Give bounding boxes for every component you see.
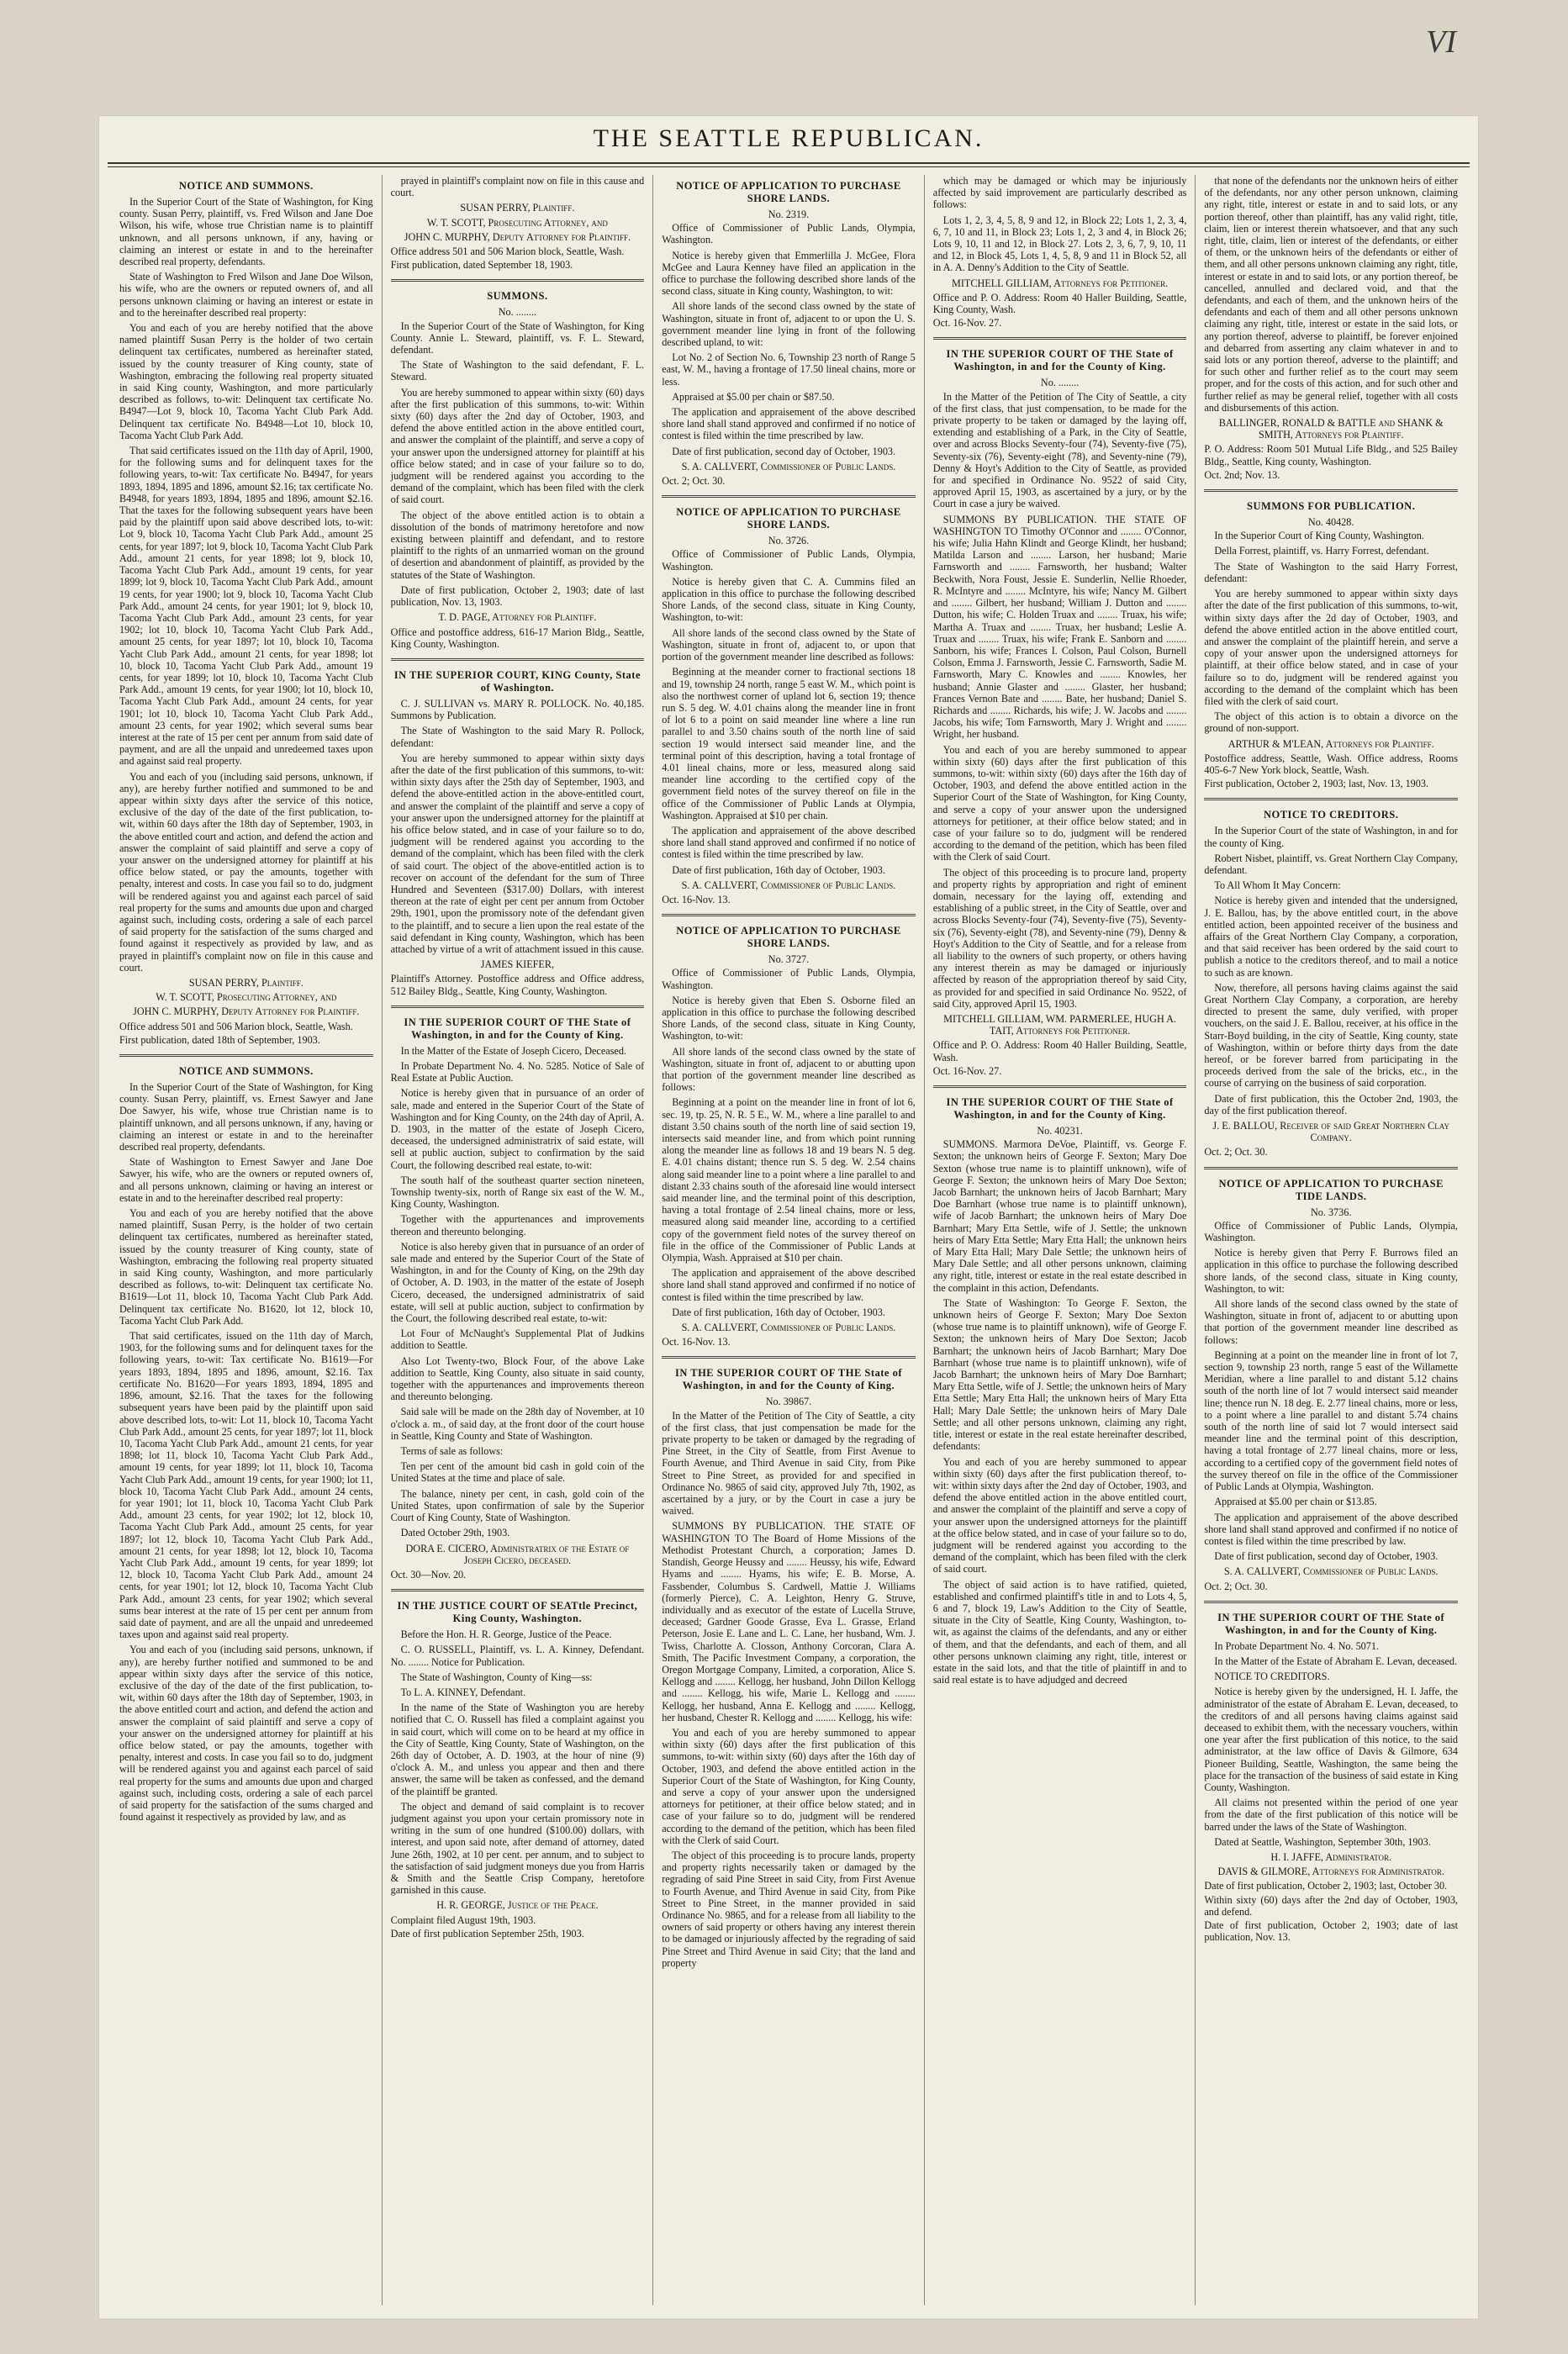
notice-signature: H. R. GEORGE, Justice of the Peace. [436, 1899, 599, 1912]
legal-notice [391, 1016, 645, 1581]
notice-paragraph: The State of Washington: To George F. Sexton, the unknown heirs of George F. Sexton; Mary Doe Sexton (whose true name is to plaintiff unknown), wife of George F. Sexton; the unknown heirs of Mary Doe Sexton; Jacob Barnhart; the unknown heirs of Jacob Barnhart; Mary Doe Barnhart (whose true name is to plaintiff unknown), wife of Jacob Barnhart; the unknown heirs of Mary Doe Barnhart; Mary Etta Settle, wife of J. Settle; the unknown heirs of Mary Etta Settle; Mary Etta Hall; the unknown heirs of Mary Etta Hall; Mary Dale Settle; the unknown heirs of Mary Dale Settle; and all other persons unknown, claiming any right, title, interest or estate in the real estate hereinafter described, defendants: [932, 1296, 1187, 1453]
notice-paragraph: Robert Nisbet, plaintiff, vs. Great Northern Clay Company, defendant. [1204, 852, 1458, 876]
notice-paragraph: Beginning at a point on the meander line in front of lot 6, sec. 19, tp. 25, N. R. 5 E., W. M., where a line parallel to and distant 3.50 chains south of the north line of said section 19, intersects said meander line, and from which point running along the meander line as follows 18 and 19 bears N. 5 deg. E. 4.01 chains distant; thence run S. 5 deg. W. 2.54 chains along said meander line to a point where a line parallel to and distant 2.33 chains south of the aforesaid line would intersect said meander line, and the terminal point of this description, having a total frontage of 2.54 lineal chains, more or less, measured along said meander line, according to a certified copy of the government field notes of the survey thereof on file in the office of the Commissioner of Public Lands at Olympia, Wash. Appraised at $10 per chain. [662, 1096, 916, 1264]
legal-notice [1204, 1178, 1458, 1592]
notice-signature: J. E. BALLOU, Receiver of said Great Northern Clay Company. [1212, 1120, 1449, 1144]
masthead-rule [108, 162, 1470, 164]
notice-signature: S. A. CALLVERT, Commissioner of Public Lands. [681, 460, 896, 472]
notice-paragraph: The State of Washington, County of King—ss: [400, 1670, 593, 1683]
notice-footer-line: Oct. 2nd; Nov. 13. [1204, 468, 1280, 481]
notice-number: No. 3726. [768, 535, 810, 547]
notice-paragraph: SUMMONS BY PUBLICATION. THE STATE OF WASHINGTON TO Timothy O'Connor and ........ O'Connor, his wife; Julia Hahn Klindt and George Klindt, her husband; Matilda Larson and ........ Larson, her husband; Marie Farnsworth and ........ Farnsworth, her husband; Walter Beckwith, Nora Foust, Jessie E. Sunderlin, Nellie Rhoeder, R. McIntyre and ........ McIntyre, his wife; Nancy M. Gilbert and ........ Gilbert, her husband; William J. Dutton and ........ Dutton, his wife; C. Holden Truax and ........ Truax, his wife; Martha A. Truax and ........ Truax, her husband; Leslie A. Truax and ........ Truax, his wife; Frank E. Sanborn and ........ Sanborn, his wife; Frances I. Colson, Paul Colson, Burnell Colson, Emma J. Farnsworth, Jessie C. Farnsworth, Sadie M. Farnsworth, Mary C. Knowles and ........ Knowles, her husband; Annie Glaster and ........ Glaster, her husband; Frances Vernon Bate and ........ Bate, her husband; Daniel S. Richards and ........ Richards, his wife; J. W. Jacobs and ........ Jacobs, his wife; Tom Farnsworth, Mary J. Wright and ........ Wright, her husband. [932, 513, 1187, 741]
notice-signature: S. A. CALLVERT, Commissioner of Public Lands. [681, 879, 896, 891]
notice-paragraph: Date of first publication, this the October 2nd, 1903, the day of the first publication thereof. [1204, 1092, 1458, 1116]
notice-heading: NOTICE OF APPLICATION TO PURCHASE SHORE LANDS. [676, 180, 901, 204]
notice-footer-line: Oct. 2; Oct. 30. [1204, 1146, 1268, 1159]
notice-paragraph: that none of the defendants nor the unknown heirs of either of the defendants, nor any other person unknown, claiming any right, title, interest or estate in and to said lots, or any portion thereof, other than plaintiff, has any valid right, title, claim, lien or interest therein whatsoever, and that any such right, title, claim, lien or interest of the defendants, or either of them, or the unknown heirs of the defendants or either of them, and all other persons unknown claiming any right, title, interest or estate in and to said lots, or any portion thereof, be cancelled, annulled and declared void, and that the defendants, and each of them, and the unknown heirs of the defendants and each of them and all other persons unknown claiming any right, title, interest or estate in the said lots, or any portion thereof, adverse to plaintiff, be forever enjoined and debarred from asserting any claim whatever in and to said lots or any portion thereof, adverse to the plaintiff; and for such other and further relief as to the court may seem proper, and for the costs of this action, and for such other and further relief as may be general relief, together with all costs and disbursements of this action. [1204, 175, 1458, 414]
notice-paragraph: Lot No. 2 of Section No. 6, Township 23 north of Range 5 east, W. M., having a frontage of 17.50 lineal chains, more or less. [662, 351, 916, 388]
legal-notice [391, 290, 645, 649]
column-4 [925, 175, 1196, 2305]
notice-signature: MITCHELL GILLIAM, WM. PARMERLEE, HUGH A. TAIT, Attorneys for Petitioner. [943, 1013, 1176, 1037]
notice-paragraph: Date of first publication, 16th day of October, 1903. [672, 1306, 885, 1318]
columns-container [111, 175, 1466, 2305]
notice-footer-line: Date of first publication, October 2, 1903; date of last publication, Nov. 13. [1204, 1919, 1458, 1944]
notice-signature: W. T. SCOTT, Prosecuting Attorney, and [156, 991, 337, 1004]
notice-footer-line: Office and P. O. Address: Room 40 Haller Building, Seattle, Wash. [932, 1039, 1187, 1064]
notice-paragraph: That said certificates issued on the 11th day of April, 1900, for the following sums and for delinquent taxes for the following years, to-wit: Tax certificate No. B4947, for years 1893, 1894, 1895 and 1896, amount $2.16; tax certificate No. B4948, for years 1893, 1894, 1895 and 1896, amount $2.16. That the taxes for the following subsequent years have been paid by the plaintiff upon said above described lots, to-wit: Lot 9, block 10, Tacoma Yacht Club Park Add., amount 25 cents, for year 1897; lot 9, block 10, Tacoma Yacht Club Park Add., amount 21 cents, for year 1898; lot 9, block 10, Tacoma Yacht Club Park Add., amount 19 cents, for year 1899; lot 9, block 10, Tacoma Yacht Club Park Add., amount 19 cents, for year 1900; lot 9, block 10, Tacoma Yacht Club Park Add., amount 24 cents, for year 1901; lot 9, block 10, Tacoma Yacht Club Park Add., amount 23 cents, for year 1902; lot 10, block 10, Tacoma Yacht Club Park Add., amount 25 cents, for year 1897; lot 10, block 10, Tacoma Yacht Club Park Add., amount 21 cents, for year 1898; lot 10, block 10, Tacoma Yacht Club Park Add., amount 19 cents, for year 1899; lot 10, block 10, Tacoma Yacht Club Park Add., amount 19 cents, for year 1900; lot 10, block 10, Tacoma Yacht Club Park Add., amount 24 cents, for year 1901; lot 10, block 10, Tacoma Yacht Club Park Add., amount 23 cents, for year 1902; which several sums bear interest at the rate of 15 per cent per annum from said date of payment, and are all the unpaid and unredeemed taxes upon and against said real property. [119, 445, 373, 768]
notice-paragraph: Appraised at $5.00 per chain or $87.50. [672, 390, 835, 403]
notice-separator [933, 1085, 1187, 1088]
notice-footer-line: Plaintiff's Attorney. Postoffice address and Office address, 512 Bailey Bldg., Seattle, King County, Washington. [390, 973, 645, 997]
notice-heading: NOTICE AND SUMMONS. [178, 1065, 314, 1078]
notice-signature: S. A. CALLVERT, Commissioner of Public Lands. [681, 1322, 896, 1334]
notice-signature: S. A. CALLVERT, Commissioner of Public Lands. [1223, 1565, 1439, 1578]
notice-paragraph: C. O. RUSSELL, Plaintiff, vs. L. A. Kinney, Defendant. No. ........ Notice for Publication. [390, 1644, 645, 1668]
notice-paragraph: prayed in plaintiff's complaint now on file in this cause and court. [390, 175, 645, 199]
notice-heading: NOTICE OF APPLICATION TO PURCHASE SHORE LANDS. [676, 925, 901, 950]
notice-paragraph: C. J. SULLIVAN vs. MARY R. POLLOCK. No. 40,185. Summons by Publication. [390, 697, 645, 722]
notice-paragraph: The application and appraisement of the above described shore land shall stand approved and confirmed if no notice of contest is filed within the time prescribed by law. [662, 1267, 916, 1303]
notice-footer-line: Office and postoffice address, 616-17 Marion Bldg., Seattle, King County, Washington. [390, 625, 645, 650]
notice-signature: BALLINGER, RONALD & BATTLE and SHANK & SMITH, Attorneys for Plaintiff. [1218, 417, 1444, 441]
notice-paragraph: The object of the above entitled action is to obtain a dissolution of the bonds of matrimony heretofore and now existing between plaintiff and defendant, and to restore plaintiff to the rights of an unmarried woman on the ground of desertion and abandonment of plaintiff, as provided by the statutes of the State of Washington. [390, 509, 645, 581]
column-2 [383, 175, 654, 2305]
notice-paragraph: All shore lands of the second class owned by the State of Washington, situate in front of, adjacent to, or upon that portion of the government meander line described as follows: [662, 626, 916, 663]
notice-paragraph: Notice is hereby given that Eben S. Osborne filed an application in this office to purchase the following described Shore Lands, of the second class, situate in King County, Washington, to-wit: [662, 994, 916, 1042]
legal-notice [1204, 500, 1458, 789]
notice-footer-line: First publication, dated September 18, 1903. [390, 259, 573, 272]
notice-number: No. ........ [1040, 377, 1080, 389]
notice-paragraph: Before the Hon. H. R. George, Justice of the Peace. [400, 1628, 612, 1641]
notice-paragraph: SUMMONS BY PUBLICATION. THE STATE OF WASHINGTON TO The Board of Home Missions of the Methodist Protestant Church, a corporation; James D. Standish, George Heussy and ........ Heussy, his wife, Edward Hyams and ........ Hyams, his wife; E. B. Morse, A. Fassbender, Columbus S. Cardwell, Mattie J. Williams (formerly Pierce), C. A. Leighton, Henry G. Struve, individually and as executor of the estate of Lucella Struve, deceased; Gardner Goode Grasse, Eva L. Grasse, Erland Peterson, Josie E. Lane and L. C. Lane, her husband, Wm. J. Twiss, Charlotte A. Closson, Anthony Corcoran, Clara A. Smith, The Pacific Investment Company, a corporation, the Oregon Mortgage Company, Limited, a corporation, Alice S. Kellogg and ........ Kellogg, her husband, John Dillon Kellogg and ........ Kellogg, his wife, Marie L. Kellogg and ........ Kellogg, her husband, Anna E. Kellogg and ........ Kellogg, her husband, Chester R. Kellogg and ........ Kellogg, his wife: [662, 1520, 916, 1723]
notice-footer-line: Oct. 30—Nov. 20. [390, 1568, 467, 1581]
notice-separator [119, 1054, 373, 1057]
notice-paragraph: To L. A. KINNEY, Defendant. [400, 1686, 526, 1698]
notice-footer-line: Oct. 16-Nov. 27. [932, 1064, 1002, 1077]
notice-paragraph: Notice is hereby given and intended that the undersigned, J. E. Ballou, has, by the above entitled court, in the above entitled action, been appointed receiver of the business and affairs of the Great Northern Clay Company, a corporation, and that said receiver has been ordered by the said court to publish a notice to the creditors thereof, and to mail a notice to such as are known. [1204, 895, 1458, 979]
notice-footer-line: Office address 501 and 506 Marion block, Seattle, Wash. [119, 1020, 353, 1032]
notice-signature: H. I. JAFFE, Administrator. [1270, 1850, 1392, 1863]
notice-paragraph: To All Whom It May Concern: [1214, 879, 1341, 892]
notice-heading: IN THE JUSTICE COURT OF SEATtle Precinct, King County, Washington. [397, 1600, 638, 1625]
legal-notice [1204, 1612, 1458, 1944]
notice-paragraph: The object of this action is to obtain a divorce on the ground of non-support. [1204, 710, 1458, 735]
notice-signature: ARTHUR & M'LEAN, Attorneys for Plaintiff. [1227, 737, 1434, 750]
notice-paragraph: Date of first publication, October 2, 1903; date of last publication, Nov. 13, 1903. [390, 583, 645, 609]
notice-paragraph: Date of first publication, second day of October, 1903. [1214, 1550, 1439, 1563]
notice-paragraph: Now, therefore, all persons having claims against the said Great Northern Clay Company, a corporation, are hereby directed to present the same, duly verified, with proper vouchers, on the said J. E. Ballou, receiver, at his office in the Starr-Boyd building, in the city of Seattle, King county, state of Washington, within or before thirty days from the date hereof, or be forever barred from participating in the proceeds derived from the sale of the bricks, etc., in the course of carrying on the business of said corporation. [1204, 981, 1458, 1090]
legal-notice [662, 1367, 916, 1969]
notice-paragraph: The object of this proceeding is to procure land, property and property rights by appropriation and right of eminent domain, necessary for the laying off, extending and establishing of a public street, in the City of Seattle, over and across Blocks Seventy-four (74), Seventy-five (75), Seventy-six (76), Seventy-eight (78), and Seventy-nine (79), Denny & Hoyt's Addition to the City of Seattle, and for a release from all liability to the owners of such property, or others having any interest therein as may be damaged or injuriously affected by reason of the appropriation thereof by said City, as provided for and specified in said Ordinance No. 9522, of said City, approved April 15, 1903. [932, 866, 1187, 1010]
notice-number: No. 39867. [765, 1396, 812, 1408]
notice-paragraph: You are hereby summoned to appear within sixty (60) days after the first publication of this summons, to-wit: Within sixty (60) days after the 2nd day of October, 1903, and defend the above entitled action in the above entitled court, and answer the complaint of the plaintiff, and serve a copy of your answer upon the undersigned attorney for plaintiff at his office below stated; and in case of your failure so to do, judgment will be rendered against you according to the demand of the complaint, which has been filed with the clerk of said court. [390, 386, 645, 506]
notice-paragraph: SUMMONS. Marmora DeVoe, Plaintiff, vs. George F. Sexton; the unknown heirs of George F. Sexton; Mary Doe Sexton (whose true name is to plaintiff unknown), wife of George F. Sexton; the unknown heirs of Mary Doe Sexton; Jacob Barnhart; the unknown heirs of Jacob Barnhart; Mary Doe Barnhart (whose true name is to plaintiff unknown), wife of Jacob Barnhart; the unknown heirs of Mary Doe Barnhart; Mary Etta Settle, wife of J. Settle; the unknown heirs of Mary Etta Settle; Mary Etta Hall; the unknown heirs of Mary Etta Hall; Mary Dale Settle; the unknown heirs of Mary Dale Settle; and all other persons unknown, claiming any right, title, interest or estate in the real estate described in the complaint in this action, Defendants. [932, 1138, 1187, 1294]
notice-number: No. 3727. [768, 953, 810, 966]
notice-paragraph: Notice is hereby given that C. A. Cummins filed an application in this office to purchase the following described Shore Lands, of the second class, situate in King County, Washington, to-wit: [662, 575, 916, 624]
notice-paragraph: All claims not presented within the period of one year from the date of the first publication of this notice will be barred under the laws of the State of Washington. [1204, 1797, 1458, 1833]
legal-notice [933, 175, 1187, 329]
notice-paragraph: Notice is hereby given that in pursuance of an order of sale, made and entered in the Superior Court of the State of Washington and for King County, on the 24th day of April, A. D. 1903, in the matter of the estate of Joseph Cicero, deceased, the undersigned administratrix of said estate, will sell at public auction, subject to confirmation by the said Court, the following described real estate, to-wit: [390, 1087, 645, 1171]
notice-paragraph: You and each of you are hereby summoned to appear within sixty (60) days after the first publication thereof, to-wit: within sixty days after the 2nd day of October, 1903, and defend the above entitled action in the above entitled court, and answer the complaint of the plaintiff and serve a copy of your answer upon the undersigned attorneys for the plaintiff at the office below stated, and in case of your failure so to do, judgment will be rendered against you according to the demand of the complaint, which has been filed with the clerk of said court. [932, 1455, 1187, 1575]
notice-footer-line: Within sixty (60) days after the 2nd day of October, 1903, and defend. [1204, 1893, 1458, 1918]
notice-paragraph: Beginning at the meander corner to fractional sections 18 and 19, township 24 north, range 5 east W. M., which point is also the northwest corner of upland lot 6, section 19; thence run S. 5 deg. W. 4.01 chains along the meander line in front of lot 6 to a point on said meander line where a line run parallel to and 3.50 chains south of the north line of said section 19 would intersect said meander line, and the terminal point of this description, having a total frontage of 4.01 lineal chains, more or less, measured along said meander line according to the certified copy of the government field notes of the survey thereof on file in the office of the Commissioner of Public Lands at Olympia, Washington. Appraised at $10 per chain. [662, 666, 916, 821]
legal-notice [119, 180, 373, 1046]
notice-paragraph: In the Matter of the Petition of The City of Seattle, a city of the first class, that just compensation be made for the private property to be taken or damaged by the regrading of Pine Street, in the City of Seattle, from First Avenue to Fourth Avenue, and Third Avenue in said City, from Pike Street to Pine Street, as provided for and specified in Ordinance No. 9865 of said city, approved July 7th, 1902, as ascertained by a jury, or by the Court in case a jury be waived. [662, 1409, 916, 1517]
legal-notice [933, 1096, 1187, 1686]
notice-paragraph: You are hereby summoned to appear within sixty days after the date of the first publication of this summons, to-wit: within sixty days after the 25th day of September, 1903, and defend the above-entitled action in the above-entitled court, and answer the complaint of the plaintiff and serve a copy of your answer upon the undersigned attorney for the plaintiff at his office below stated, and in case of your failure so to do, judgment will be rendered against you according to the demand of the complaint, which has been filed with the clerk of said court. The object of the above-entitled action is to recover on account of the defendant for the sum of Three Hundred and Seventeen ($317.00) Dollars, with interest thereon at the rate of eight per cent per annum from October 29th, 1901, upon the promissory note of the defendant given to the plaintiff, and to secure a lien upon the real estate of the said defendant in King county, Washington, which has been attached by virtue of a writ of attachment issued in this cause. [390, 752, 645, 955]
notice-footer-line: Oct. 16-Nov. 27. [932, 317, 1002, 330]
notice-paragraph: Office of Commissioner of Public Lands, Olympia, Washington. [1204, 1219, 1458, 1244]
notice-separator [662, 914, 916, 916]
notice-paragraph: Said sale will be made on the 28th day of November, at 10 o'clock a. m., of said day, at the front door of the court house in Seattle, King County and State of Washington. [390, 1406, 645, 1442]
legal-notice [391, 669, 645, 997]
notice-separator [1204, 489, 1458, 492]
notice-paragraph: Dated at Seattle, Washington, September 30th, 1903. [1214, 1835, 1431, 1848]
notice-signature: SUSAN PERRY, Plaintiff. [188, 977, 304, 989]
notice-paragraph: The State of Washington to the said defendant, F. L. Steward. [390, 359, 645, 383]
notice-paragraph: In the Superior Court of the State of Washington, for King County. Annie L. Steward, plaintiff, vs. F. L. Steward, defendant. [390, 319, 645, 356]
legal-notice [933, 348, 1187, 1077]
notice-separator [391, 658, 645, 661]
masthead: THE SEATTLE REPUBLICAN. [593, 124, 985, 152]
notice-number: No. ........ [498, 306, 537, 319]
notice-footer-line: Oct. 16-Nov. 13. [662, 893, 731, 905]
notice-signature: MITCHELL GILLIAM, Attorneys for Petitioner. [952, 277, 1169, 289]
notice-paragraph: Appraised at $5.00 per chain or $13.85. [1214, 1496, 1377, 1508]
notice-signature: JOHN C. MURPHY, Deputy Attorney for Plaintiff. [404, 230, 631, 243]
notice-signature: T. D. PAGE, Attorney for Plaintiff. [438, 611, 597, 624]
notice-paragraph: Notice is hereby given that Emmerlilla J. McGee, Flora McGee and Laura Kenney have filed an application in the office to purchase the following described shore lands of the second class, situate in King county, Washington, to wit: [662, 249, 916, 298]
notice-paragraph: In the Superior Court of the state of Washington, in and for the county of King. [1204, 825, 1458, 849]
notice-footer-line: Date of first publication, October 2, 1903; last, October 30. [1204, 1880, 1448, 1892]
notice-separator [391, 279, 645, 282]
notice-paragraph: Office of Commissioner of Public Lands, Olympia, Washington. [662, 967, 916, 991]
notice-paragraph: State of Washington to Ernest Sawyer and Jane Doe Sawyer, his wife, who are the owners or reputed owners of, and all persons unknown, claiming or having an interest or estate in and to the hereinafter described real property: [119, 1156, 373, 1204]
notice-paragraph: Lot Four of McNaught's Supplemental Plat of Judkins addition to Seattle. [390, 1327, 645, 1352]
notice-number: No. 3736. [1310, 1206, 1352, 1218]
notice-paragraph: The object and demand of said complaint is to recover judgment against you upon your certain promissory note in writing in the sum of one hundred ($100.00) dollars, with interest, and upon said note, after demand of attorney, dated June 26th, 1902, at 10 per cent. per annum, and to subject to the satisfaction of said judgment moneys due you from Harris & Smith and the Seattle Crisp Company, heretofore garnished in this cause. [390, 1800, 645, 1897]
notice-number: No. 40428. [1307, 516, 1354, 529]
notice-paragraph: Beginning at a point on the meander line in front of lot 7, section 9, township 23 north, range 5 east of the Willamette Meridian, where a line parallel to and distant 5.12 chains south of the north line of lot 7 would intersect said meander line; thence run N. 18 deg. E. 2.77 lineal chains, more or less, to a point where a line parallel to and distant 5.74 chains south of the north line of said lot 7 would intersect said meander line and the terminal point of this description, having a total frontage of 2.77 lineal chains, more or less, according to a certified copy of the government field notes of the survey thereof on file in the office of the Commissioner of Public Lands at Olympia, Washington. [1204, 1349, 1458, 1493]
notice-signature: DAVIS & GILMORE, Attorneys for Administrator. [1217, 1866, 1444, 1878]
notice-heading: SUMMONS FOR PUBLICATION. [1247, 500, 1416, 513]
notice-paragraph: All shore lands of the second class owned by the state of Washington, situate in front of, adjacent to or upon the U. S. government meander line lying in front of the following described upland, to wit: [662, 300, 916, 349]
notice-separator [662, 1356, 916, 1359]
notice-footer-line: Postoffice address, Seattle, Wash. Office address, Rooms 405-6-7 New York block, Seattle, Wash. [1204, 752, 1458, 776]
notice-footer-line: First publication, October 2, 1903; last, Nov. 13, 1903. [1204, 778, 1429, 790]
notice-paragraph: Office of Commissioner of Public Lands, Olympia, Washington. [662, 222, 916, 246]
notice-paragraph: In the Superior Court of the State of Washington, for King county. Susan Perry, plaintiff, vs. Ernest Sawyer and Jane Doe Sawyer, his wife, whose true Christian name is to plaintiff unknown, and all persons unknown, if any, having or claiming an interest or estate in and to the hereinafter described real property, defendants. [119, 1081, 373, 1153]
notice-footer-line: Office and P. O. Address: Room 40 Haller Building, Seattle, King County, Wash. [932, 291, 1187, 316]
notice-footer-line: Oct. 2; Oct. 30. [1204, 1580, 1268, 1592]
column-1 [111, 175, 383, 2305]
notice-separator [933, 337, 1187, 340]
notice-footer-line: First publication, dated 18th of September, 1903. [119, 1033, 320, 1046]
notice-paragraph: All shore lands of the second class owned by the state of Washington, situate in front of, adjacent to or abutting upon that portion of the government meander line described as follows: [1204, 1298, 1458, 1346]
notice-signature: DORA E. CICERO, Administratrix of the Estate of Joseph Cicero, deceased. [405, 1542, 630, 1566]
notice-footer-line: Complaint filed August 19th, 1903. [390, 1913, 536, 1926]
notice-heading: IN THE SUPERIOR COURT OF THE State of Washington, in and for the County of King. [946, 1096, 1174, 1122]
notice-paragraph: You and each of you are hereby notified that the above named plaintiff, Susan Perry, is the holder of two certain delinquent tax certificates, numbered as hereinafter stated, issued by the county treasurer of King county, state of Washington, embracing the following real property situated in said King county, Washington, and more particularly described as follows, to-wit: Delinquent tax certificate No. B1619—Lot 11, block 10, Tacoma Yacht Club Park Add. Delinquent tax certificate No. B1620, lot 12, block 10, Tacoma Yacht Club Park Add. [119, 1207, 373, 1327]
notice-footer-line: Oct. 16-Nov. 13. [662, 1336, 731, 1349]
notice-heading: SUMMONS. [487, 290, 548, 303]
notice-heading: IN THE SUPERIOR COURT OF THE State of Washington, in and for the County of King. [1217, 1611, 1445, 1636]
notice-heading: IN THE SUPERIOR COURT OF THE State of Washington, in and for the County of King. [674, 1367, 903, 1392]
legal-notice [391, 1600, 645, 1940]
notice-paragraph: The application and appraisement of the above described shore land shall stand approved and confirmed if no notice of contest is filed within the time prescribed by law. [1204, 1511, 1458, 1547]
legal-notice [391, 175, 645, 271]
notice-paragraph: In the Matter of the Estate of Joseph Cicero, Deceased. [400, 1044, 626, 1057]
legal-notice [662, 506, 916, 905]
notice-paragraph: The application and appraisement of the above described shore land shall stand approved and confirmed if no notice of contest is filed within the time prescribed by law. [662, 824, 916, 861]
notice-paragraph: Date of first publication, 16th day of October, 1903. [672, 863, 885, 876]
column-3 [653, 175, 925, 2305]
notice-paragraph: You and each of you are hereby summoned to appear within sixty (60) days after the first publication of this summons, to-wit: within sixty (60) days after the 16th day of October, 1903, and defend the above entitled action in the Superior Court of the State of Washington, for King County, and serve a copy of your answer upon the undersigned attorneys for petitioner, at their office below stated; and in case of your failure so to do, judgment will be rendered according to the demand of the petition, which has been filed with the Clerk of said Court. [932, 743, 1187, 863]
legal-notice [662, 180, 916, 487]
notice-heading: NOTICE OF APPLICATION TO PURCHASE TIDE LANDS. [1218, 1177, 1444, 1202]
notice-paragraph: Notice is also hereby given that in pursuance of an order of sale made and entered by the Superior Court of the State of Washington, in and for the County of King, on the 29th day of October, A. D. 1903, in the matter of the estate of Joseph Cicero, deceased, the undersigned administratrix of said estate, will sell at public auction, subject to confirmation by the Court, the following described real estate, to-wit: [390, 1240, 645, 1325]
notice-heading: IN THE SUPERIOR COURT OF THE State of Washington, in and for the County of King. [404, 1016, 631, 1041]
notice-separator [1204, 798, 1458, 800]
notice-heading: IN THE SUPERIOR COURT OF THE State of Washington, in and for the County of King. [946, 348, 1174, 373]
notice-paragraph: That said certificates, issued on the 11th day of March, 1903, for the following sums and for delinquent taxes for the following years, to-wit: Tax certificate No. B1619—For years 1893, 1894, 1895 and 1896, amount, $2.16. Tax certificate No. B1620—For years 1893, 1894, 1895 and 1896, amount, $2.16. That the taxes for the following subsequent years have been paid by the plaintiff upon said above described lots, to-wit: Lot 11, block 10, Tacoma Yacht Club Park Add., amount 25 cents, for year 1897; lot 11, block 10, Tacoma Yacht Club Park Add., amount 21 cents, for year 1898; lot 11, block 10, Tacoma Yacht Club Park Add., amount 19 cents, for year 1899; lot 11, block 10, Tacoma Yacht Club Park Add., amount 19 cents, for year 1900; lot 11, block 10, Tacoma Yacht Club Park Add., amount 24 cents, for year 1901; lot 11, block 10, Tacoma Yacht Club Park Add., amount 23 cents, for year 1902; lot 12, block 10, Tacoma Yacht Club Park Add., amount 25 cents, for year 1897; lot 12, block 10, Tacoma Yacht Club Park Add., amount 21 cents, for year 1898; lot 12, block 10, Tacoma Yacht Club Park Add., amount 19 cents, for year 1899; lot 12, block 10, Tacoma Yacht Club Park Add., amount 24 cents, for year 1901; lot 12, block 10, Tacoma Yacht Club Park Add., amount 23 cents, for year 1902; which several sums bear interest at the rate of 15 per cent per annum from said date of payment, and are all the unpaid and unredeemed taxes upon and against said real property. [119, 1330, 373, 1641]
notice-paragraph: You and each of you (including said persons, unknown, if any), are hereby further notified and summoned to be and appear within sixty days after the service of this notice, exclusive of the day of the date of the first publication, to-wit, within 60 days after the 18th day of September, 1903, in the above entitled court and action, and defend the action and answer the complaint of said plaintiff and serve a copy of your answer on the undersigned attorney for plaintiff at his office below stated, or pay the amounts, together with penalty, interest and costs. In case you fail so to do, judgment will be rendered against you and against each parcel of said real property for the sums and amounts due upon and charged against such, including costs, ordering a sale of each parcel of said property for the satisfaction of the sums charged and found against it respectively as provided by law, and as prayed in plaintiff's complaint now on file in this cause and court. [119, 770, 373, 974]
notice-paragraph: The application and appraisement of the above described shore land shall stand approved and confirmed if no notice of contest is filed within the time prescribed by law. [662, 406, 916, 442]
notice-separator [1204, 1167, 1458, 1169]
notice-paragraph: You and each of you (including said persons, unknown, if any), are hereby further notified and summoned to be and appear within sixty days after the service of this notice, exclusive of the day of the date of the first publication, to-wit, within 60 days after the 18th day of September, 1903, in the above entitled court and action, and defend the action and answer the complaint of said plaintiff and serve a copy of your answer on the undersigned attorney for plaintiff at his office below stated, or pay the amounts, together with penalty, interest and costs. In case you fail so to do, judgment will be rendered against you and against each parcel of said real property for the sums and amounts due upon and charged against such, including costs, ordering a sale of each parcel of said property for the satisfaction of the sums charged and found against it respectively as provided by law, and as [119, 1644, 373, 1824]
notice-paragraph: In the name of the State of Washington you are hereby notified that C. O. Russell has filed a complaint against you in said court, which will come on to be heard at my office in the City of Seattle, King County, State of Washington, on the 26th day of October, A. D. 1903, at the hour of nine (9) o'clock A. M., and unless you appear and then and there answer, the same will be taken as confessed, and the demand of the plaintiff be granted. [390, 1702, 645, 1797]
legal-notice [1204, 809, 1458, 1158]
notice-paragraph: The south half of the southeast quarter section nineteen, Township twenty-six, north of Range six east of the W. M., King County, Washington. [390, 1174, 645, 1211]
notice-paragraph: The State of Washington to the said Harry Forrest, defendant: [1204, 560, 1458, 584]
notice-paragraph: In Probate Department No. 4. No. 5285. Notice of Sale of Real Estate at Public Auction. [390, 1059, 645, 1085]
column-5 [1196, 175, 1466, 2305]
notice-paragraph: Ten per cent of the amount bid cash in gold coin of the United States at the time and place of sale. [390, 1460, 645, 1485]
notice-paragraph: NOTICE TO CREDITORS. [1214, 1670, 1330, 1683]
notice-paragraph: Also Lot Twenty-two, Block Four, of the above Lake addition to Seattle, King County, also situate in said county, together with the appurtenances and improvements thereon and thereunto belonging. [390, 1354, 645, 1403]
notice-paragraph: Notice is hereby given by the undersigned, H. I. Jaffe, the administrator of the estate of Abraham E. Levan, deceased, to the creditors of and all persons having claims against said deceased to exhibit them, with the necessary vouchers, within one year after the first publication of this notice, to the said administrator, at the law office of Davis & Gilmore, 634 Pioneer Building, Seattle, Washington, the same being the place for the transaction of the business of said estate in King County, Washington. [1204, 1686, 1458, 1793]
legal-notice [119, 1065, 373, 1823]
notice-paragraph: The object of said action is to have ratified, quieted, established and confirmed plaintiff's title in and to Lots 4, 5, 6 and 7, block 19, Law's Addition to the City of Seattle, situate in the City of Seattle, King County, Washington, to-wit, as against the claims of the defendants, and any or either of them, and that the defendants, and each of them, and all other persons unknown claiming any right, title, interest or estate in the said lots, and that the title of plaintiff in and to said real estate is to have adjudged and decreed [932, 1578, 1187, 1686]
notice-heading: IN THE SUPERIOR COURT, KING County, State of Washington. [393, 668, 641, 694]
notice-paragraph: The object of this proceeding is to procure lands, property and property rights necessarily taken or damaged by the regrading of said Pine Street in said City, from First Avenue to Fourth Avenue, and Third Avenue in said City, from Pike Street to Pine Street, in the manner provided in said Ordinance No. 9865, and for a release from all liability to the owners of said property or others having any interest therein to be damaged or injuriously affected by the regrading of said Pine Street and Third Avenue in said City; that the land and property [662, 1849, 916, 1969]
notice-paragraph: You and each of you are hereby summoned to appear within sixty (60) days after the first publication of this summons, to-wit: within sixty (60) days after the 16th day of October, 1903, and defend the above entitled action in the Superior Court of the State of Washington, for King County, and serve a copy of your answer upon the undersigned attorneys for petitioner, at their office below stated; and in case of your failure so to do, judgment will be rendered according to the demand of the petition, which has been filed with the Clerk of said Court. [662, 1726, 916, 1846]
notice-paragraph: In the Superior Court of King County, Washington. [1214, 530, 1424, 542]
notice-paragraph: Terms of sale as follows: [400, 1445, 504, 1458]
notice-separator [662, 495, 916, 498]
notice-paragraph: Date of first publication, second day of October, 1903. [672, 445, 896, 457]
notice-paragraph: Office of Commissioner of Public Lands, Olympia, Washington. [662, 548, 916, 573]
notice-footer-line: Oct. 2; Oct. 30. [662, 475, 726, 488]
notice-paragraph: Together with the appurtenances and improvements thereon and thereunto belonging. [390, 1213, 645, 1238]
notice-paragraph: The State of Washington to the said Mary R. Pollock, defendant: [390, 725, 645, 749]
notice-footer-line: Date of first publication September 25th, 1903. [390, 1927, 584, 1940]
notice-number: No. 40231. [1037, 1125, 1083, 1137]
corner-mark: VI [1426, 24, 1456, 60]
notice-paragraph: The balance, ninety per cent, in cash, gold coin of the United States, upon confirmation of sale by the Superior Court of King County, State of Washington. [390, 1487, 645, 1524]
notice-separator [1204, 1601, 1458, 1603]
notice-paragraph: You and each of you are hereby notified that the above named plaintiff Susan Perry is the holder of two certain delinquent tax certificates, numbered as hereinafter stated, issued by the county treasurer of King county, state of Washington, embracing the following real property situated in said King county, Washington, and more particularly described as follows, to-wit: Delinquent tax certificate No. B4947—Lot 9, block 10, Tacoma Yacht Club Park Add. Delinquent tax certificate No. B4948—Lot 10, block 10, Tacoma Yacht Club Park Add. [119, 322, 373, 441]
notice-separator [391, 1589, 645, 1591]
notice-heading: NOTICE OF APPLICATION TO PURCHASE SHORE LANDS. [676, 506, 901, 531]
notice-signature: JOHN C. MURPHY, Deputy Attorney for Plaintiff. [133, 1005, 360, 1018]
notice-paragraph: In Probate Department No. 4. No. 5071. [1214, 1639, 1380, 1652]
notice-signature: W. T. SCOTT, Prosecuting Attorney, and [426, 216, 608, 229]
notice-paragraph: In the Superior Court of the State of Washington, for King county. Susan Perry, plaintiff, vs. Fred Wilson and Jane Doe Wilson, his wife, whose true Christian name is to plaintiff unknown, and all persons unknown, if any, having or claiming an interest or estate in and to the hereinafter described real property, defendants. [119, 196, 373, 268]
notice-signature: SUSAN PERRY, Plaintiff. [460, 202, 575, 214]
notice-paragraph: Lots 1, 2, 3, 4, 5, 8, 9 and 12, in Block 22; Lots 1, 2, 3, 4, 6, 7, 10 and 11, in Block 23; Lots 1, 2, 3 and 4, in Block 26; Lots 9, 10, 11 and 12, in Block 27. Lots 2, 3, 6, 7, 9, 10, 11 and 12, in Block 45, Lots 1, 4, 5, 8, 9 and 11 in Block 52, all in A. A. Denny's Addition to the City of Seattle. [932, 214, 1187, 274]
notice-paragraph: Della Forrest, plaintiff, vs. Harry Forrest, defendant. [1214, 545, 1429, 557]
notice-paragraph: Notice is hereby given that Perry F. Burrows filed an application in this office to purchase the following described shore lands, of the second class, situate in King county, Washington, to wit: [1204, 1247, 1458, 1295]
notice-heading: NOTICE AND SUMMONS. [178, 180, 314, 192]
legal-notice [662, 925, 916, 1348]
notice-footer-line: Office address 501 and 506 Marion block, Seattle, Wash. [390, 245, 625, 258]
notice-paragraph: In the Matter of the Petition of The City of Seattle, a city of the first class, that just compensation, to be made for the private property to be taken or damaged by the laying off, extending and establishing of a Park, in the City of Seattle, over and across Blocks Seventy-four (74), Seventy-five (75), Seventy-six (76), Seventy-eight (78), and Seventy-nine (79), Denny & Hoyt's Addition to the City of Seattle, as provided for and specified in Ordinance No. 9522 of said City, approved April 15, 1903, as ascertained by a jury, or by the Court in case a jury be waived. [932, 390, 1187, 510]
masthead-rule-thin [108, 166, 1470, 167]
notice-separator [391, 1005, 645, 1008]
notice-heading: NOTICE TO CREDITORS. [1263, 809, 1399, 821]
notice-number: No. 2319. [768, 208, 810, 220]
notice-paragraph: State of Washington to Fred Wilson and Jane Doe Wilson, his wife, who are the owners or reputed owners of, and all persons unknown claiming or having an interest or estate in and to the hereinafter described real property: [119, 271, 373, 319]
notice-footer-line: P. O. Address: Room 501 Mutual Life Bldg., and 525 Bailey Bldg., Seattle, King county, Washington. [1204, 443, 1458, 467]
notice-signature: JAMES KIEFER, [480, 958, 555, 971]
newspaper-page [99, 24, 1478, 2319]
notice-paragraph: Dated October 29th, 1903. [400, 1527, 510, 1539]
notice-paragraph: In the Matter of the Estate of Abraham E. Levan, deceased. [1214, 1655, 1458, 1667]
legal-notice [1204, 175, 1458, 481]
notice-paragraph: You are hereby summoned to appear within sixty days after the date of the first publication of this summons, to-wit, within sixty days after the 2d day of October, 1903, and defend the above entitled action in the above entitled court, and answer the complaint of the plaintiff herein, and serve a copy of your answer upon the undersigned attorneys for plaintiff, at their office below stated, and in case of your failure so to do, judgment will be rendered against you according to the demand of the complaint which has been filed with the clerk of said court. [1204, 588, 1458, 707]
notice-paragraph: All shore lands of the second class owned by the state of Washington, situate in front of, adjacent to or abutting upon that portion of the government meander line described as follows: [662, 1045, 916, 1094]
notice-paragraph: which may be damaged or which may be injuriously affected by said improvement are particularly described as follows: [932, 175, 1187, 211]
